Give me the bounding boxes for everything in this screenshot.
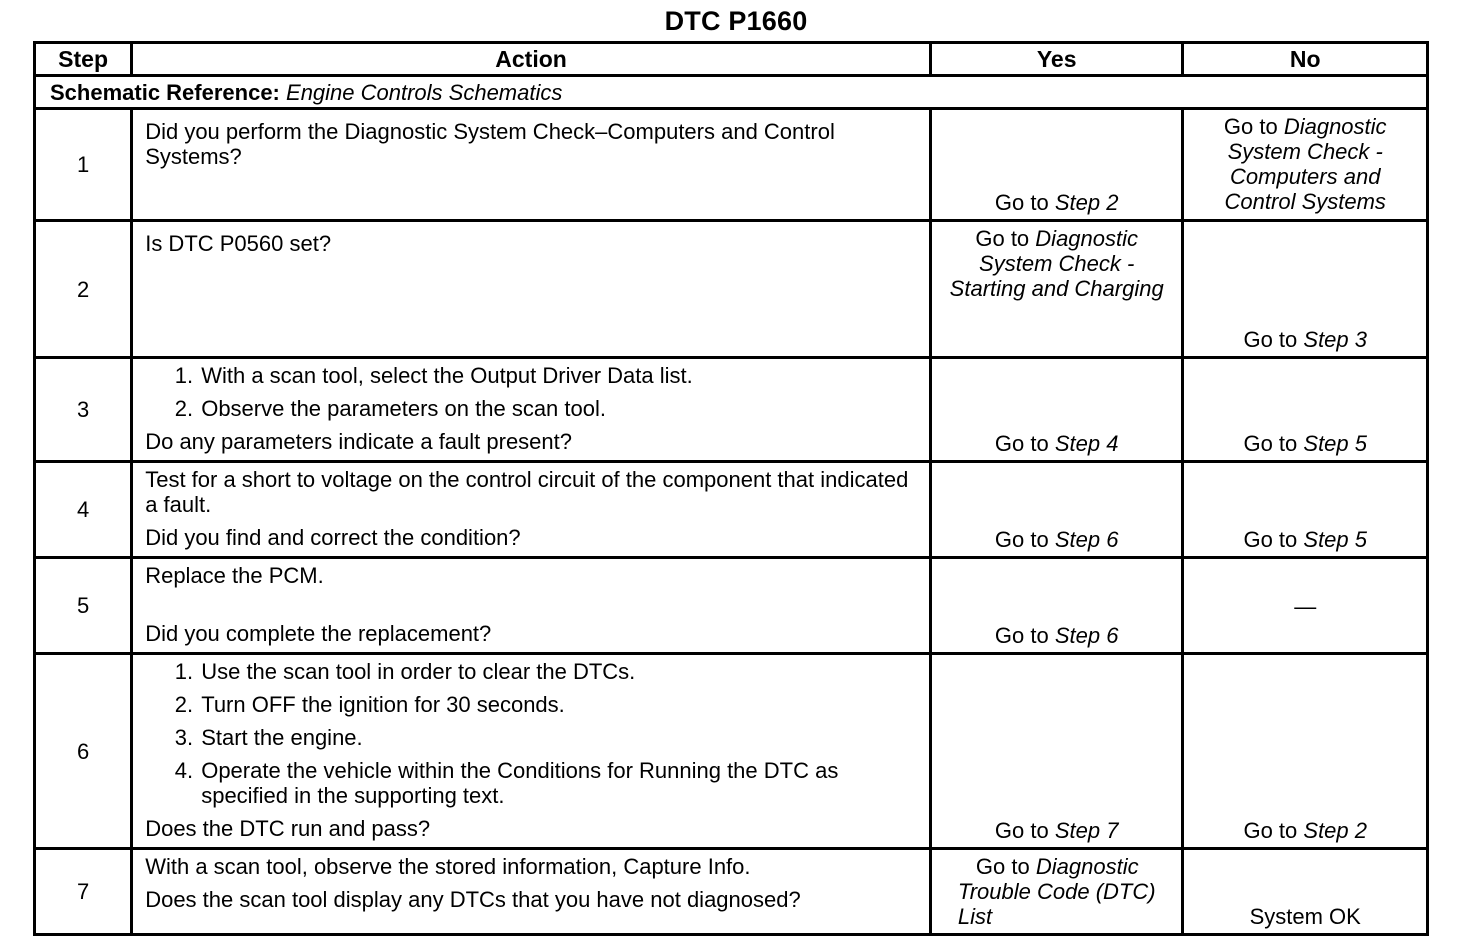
yes-target: Step 6 [1054, 623, 1119, 648]
goto-label: Go to [994, 818, 1049, 843]
schematic-value: Engine Controls Schematics [286, 79, 563, 105]
action-question: Does the DTC run and pass? [145, 816, 431, 841]
table-row [35, 558, 1428, 654]
action-cell [132, 358, 931, 462]
no-target: Step 5 [1303, 431, 1367, 456]
no-target-line: System Check - [1227, 139, 1383, 164]
goto-label: Go to [1243, 818, 1298, 843]
action-cell [132, 849, 931, 935]
goto-label: Go to [994, 190, 1049, 215]
goto-label: Go to [994, 431, 1049, 456]
action-text: Is DTC P0560 set? [145, 231, 332, 256]
yes-target-line: List [957, 904, 993, 929]
action-text: Did you perform the Diagnostic System Check–Computers and Control Systems? [145, 119, 835, 169]
step-number: 2 [35, 221, 132, 358]
yes-cell [930, 849, 1183, 935]
no-target: Step 2 [1303, 818, 1367, 843]
yes-cell [930, 109, 1183, 221]
action-question: Did you find and correct the condition? [145, 525, 521, 550]
no-cell [1183, 109, 1428, 221]
header-step: Step [35, 43, 132, 76]
no-target-line: Computers and [1230, 164, 1381, 189]
no-cell [1183, 462, 1428, 558]
yes-target: Step 4 [1054, 431, 1119, 456]
action-question: Does the scan tool display any DTCs that you have not diagnosed? [145, 887, 801, 912]
no-cell [1183, 654, 1428, 849]
action-text: Replace the PCM. [145, 563, 324, 588]
action-cell [132, 462, 931, 558]
action-cell [132, 558, 931, 654]
table-row [35, 462, 1428, 558]
action-list [145, 659, 919, 808]
goto-label: Go to [1243, 431, 1298, 456]
no-cell [1183, 558, 1428, 654]
step-number: 3 [35, 358, 132, 462]
header-no: No [1183, 43, 1428, 76]
step-number: 4 [35, 462, 132, 558]
yes-target-line: System Check - [979, 251, 1135, 276]
action-question: Did you complete the replacement? [145, 621, 492, 646]
goto-label: Go to [975, 854, 1030, 879]
yes-target: Step 6 [1054, 527, 1119, 552]
action-cell [132, 221, 931, 358]
table-row [35, 654, 1428, 849]
no-target: — [1294, 594, 1317, 619]
no-target: Step 5 [1303, 527, 1367, 552]
step-number: 6 [35, 654, 132, 849]
table-row [35, 849, 1428, 935]
yes-cell [930, 462, 1183, 558]
spacer [145, 588, 919, 621]
schematic-row [35, 76, 1428, 109]
list-item: 3. Start the engine. [199, 725, 919, 750]
goto-label: Go to [1243, 527, 1298, 552]
header-yes: Yes [930, 43, 1183, 76]
no-target: Step 3 [1303, 327, 1367, 352]
action-cell [132, 109, 931, 221]
table-row [35, 358, 1428, 462]
no-target-line: Diagnostic [1283, 114, 1387, 139]
action-list [145, 363, 919, 421]
yes-target-line: Trouble Code (DTC) [957, 879, 1156, 904]
list-item: 2. Turn OFF the ignition for 30 seconds. [199, 692, 919, 717]
no-cell [1183, 221, 1428, 358]
yes-target: Step 7 [1054, 818, 1119, 843]
action-cell [132, 654, 931, 849]
step-number: 1 [35, 109, 132, 221]
header-action: Action [132, 43, 931, 76]
dtc-table [33, 41, 1429, 936]
no-cell [1183, 358, 1428, 462]
no-cell [1183, 849, 1428, 935]
list-item: 2. Observe the parameters on the scan tool. [199, 396, 919, 421]
step-number: 7 [35, 849, 132, 935]
action-text: With a scan tool, observe the stored information, Capture Info. [145, 854, 751, 879]
yes-cell [930, 358, 1183, 462]
goto-label: Go to [975, 226, 1030, 251]
schematic-label: Schematic Reference: [50, 79, 280, 105]
no-target-line: Control Systems [1224, 189, 1386, 214]
action-text: Test for a short to voltage on the control circuit of the component that indicated a fault. [145, 467, 909, 517]
goto-label: Go to [1243, 327, 1298, 352]
yes-cell [930, 654, 1183, 849]
page-title: DTC P1660 [664, 6, 808, 36]
schematic-reference [35, 76, 1428, 109]
yes-target-line: Starting and Charging [949, 276, 1164, 301]
yes-target: Step 2 [1054, 190, 1119, 215]
goto-label: Go to [994, 623, 1049, 648]
no-target: System OK [1249, 904, 1361, 929]
yes-target-line: Diagnostic [1035, 226, 1139, 251]
yes-cell [930, 558, 1183, 654]
table-row [35, 109, 1428, 221]
action-question: Do any parameters indicate a fault present? [145, 429, 573, 454]
step-number: 5 [35, 558, 132, 654]
list-item: 4. Operate the vehicle within the Conditions for Running the DTC as specified in the supporting text. [199, 758, 919, 808]
list-item: 1. With a scan tool, select the Output Driver Data list. [199, 363, 919, 388]
yes-target-line: Diagnostic [1035, 854, 1139, 879]
header-row [35, 43, 1428, 76]
list-item: 1. Use the scan tool in order to clear the DTCs. [199, 659, 919, 684]
goto-label: Go to [1223, 114, 1278, 139]
goto-label: Go to [994, 527, 1049, 552]
yes-cell [930, 221, 1183, 358]
table-row [35, 221, 1428, 358]
